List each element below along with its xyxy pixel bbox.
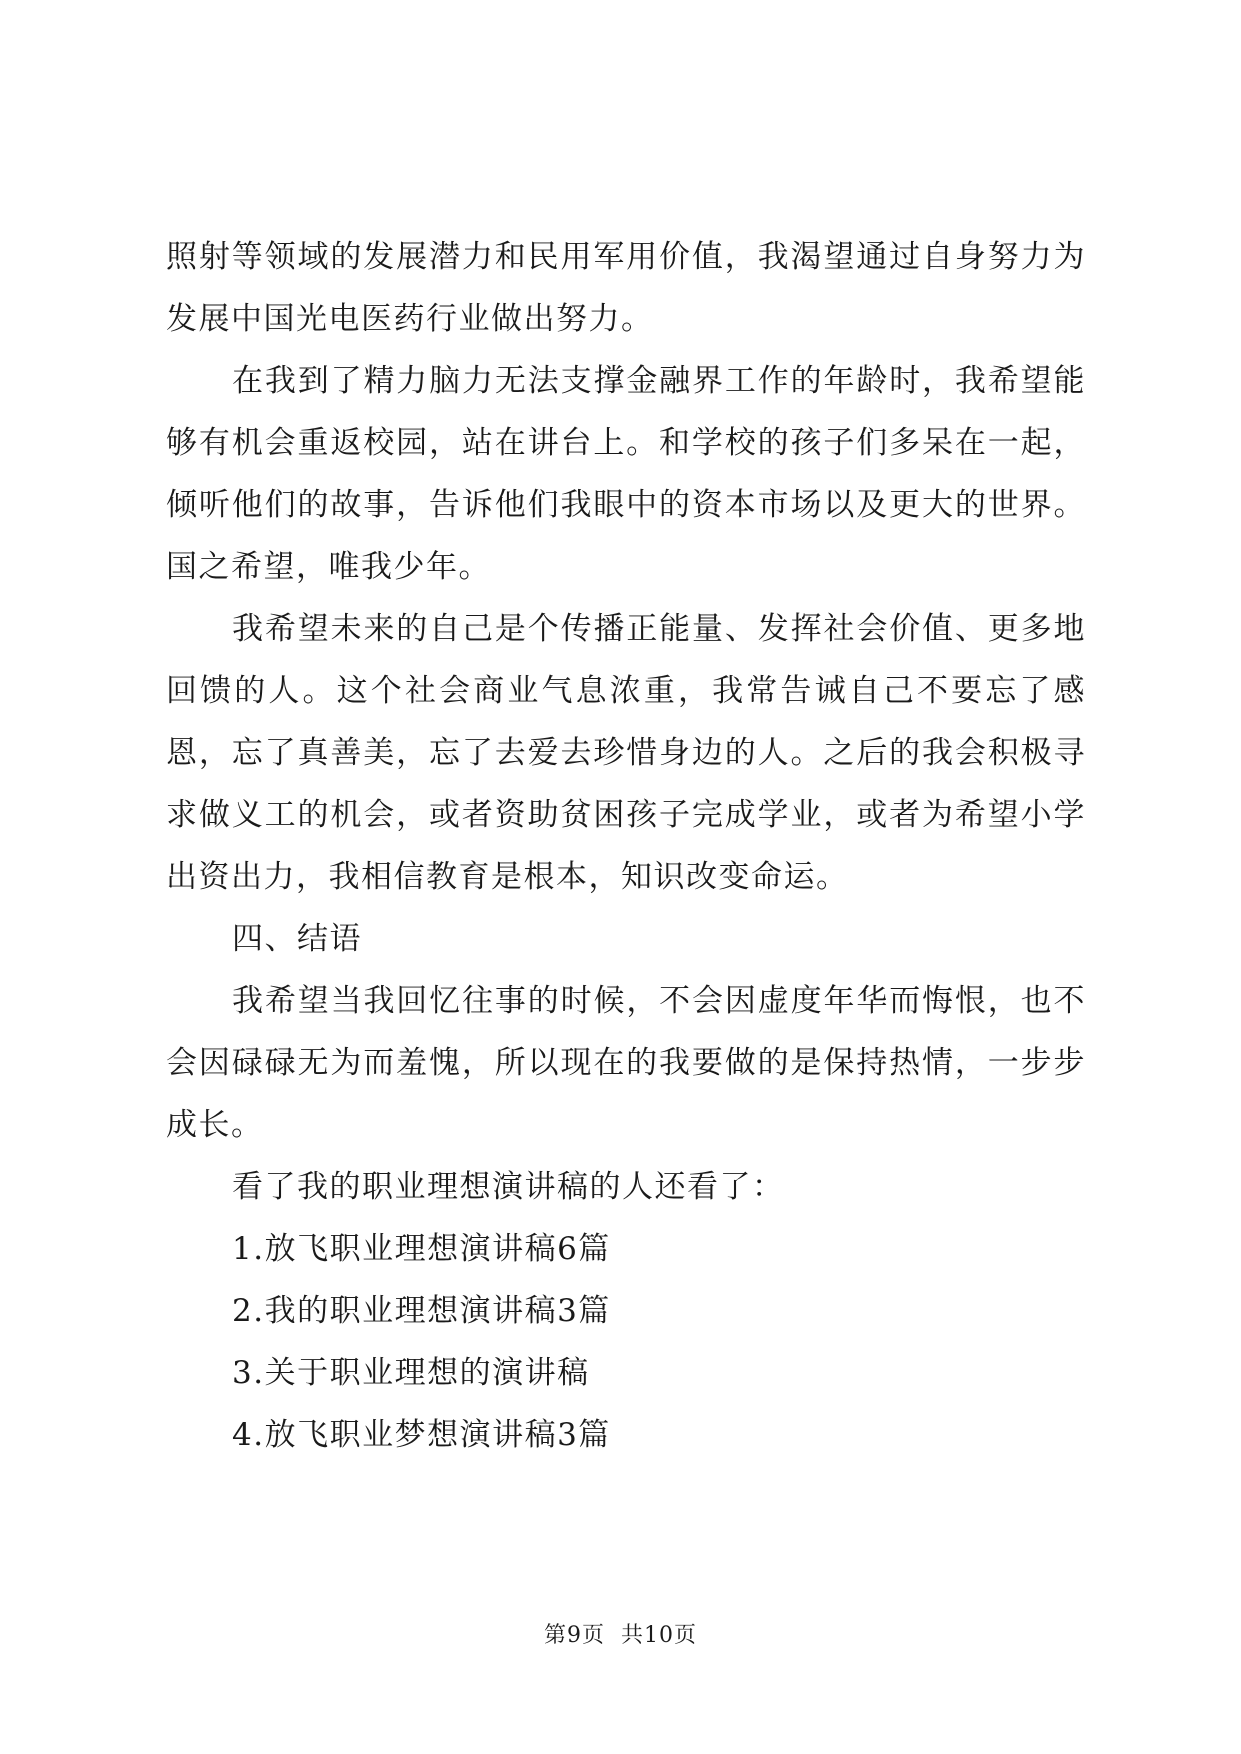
paragraph-return-to-campus: 在我到了精力脑力无法支撑金融界工作的年龄时，我希望能够有机会重返校园，站在讲台上。和学校的孩子们多呆在一起，倾听他们的故事，告诉他们我眼中的资本市场以及更大的世界。国之希望，唯我少年。 xyxy=(166,363,1086,585)
related-list xyxy=(166,1218,1086,1466)
related-intro: 看了我的职业理想演讲稿的人还看了： xyxy=(232,1169,785,1205)
paragraph-conclusion: 我希望当我回忆往事的时候，不会因虚度年华而悔恨，也不会因碌碌无为而羞愧，所以现在的我要做的是保持热情，一步步成长。 xyxy=(166,983,1086,1143)
paragraph-future-self: 我希望未来的自己是个传播正能量、发挥社会价值、更多地回馈的人。这个社会商业气息浓重，我常告诫自己不要忘了感恩，忘了真善美，忘了去爱去珍惜身边的人。之后的我会积极寻求做义工的机会，或者资助贫困孩子完成学业，或者为希望小学出资出力，我相信教育是根本，知识改变命运。 xyxy=(166,611,1086,895)
page-footer xyxy=(0,1618,1241,1649)
paragraph-continuation: 照射等领域的发展潜力和民用军用价值，我渴望通过自身努力为发展中国光电医药行业做出努力。 xyxy=(166,239,1086,337)
related-link-1[interactable]: 1.放飞职业理想演讲稿6篇 xyxy=(232,1231,611,1267)
related-link-3[interactable]: 3.关于职业理想的演讲稿 xyxy=(232,1355,590,1391)
page-number-label: 第9页 共10页 xyxy=(544,1623,697,1648)
related-link-2[interactable]: 2.我的职业理想演讲稿3篇 xyxy=(232,1293,611,1329)
section-heading-conclusion: 四、结语 xyxy=(232,921,362,957)
related-link-4[interactable]: 4.放飞职业梦想演讲稿3篇 xyxy=(232,1417,611,1453)
document-body xyxy=(166,226,1086,1466)
